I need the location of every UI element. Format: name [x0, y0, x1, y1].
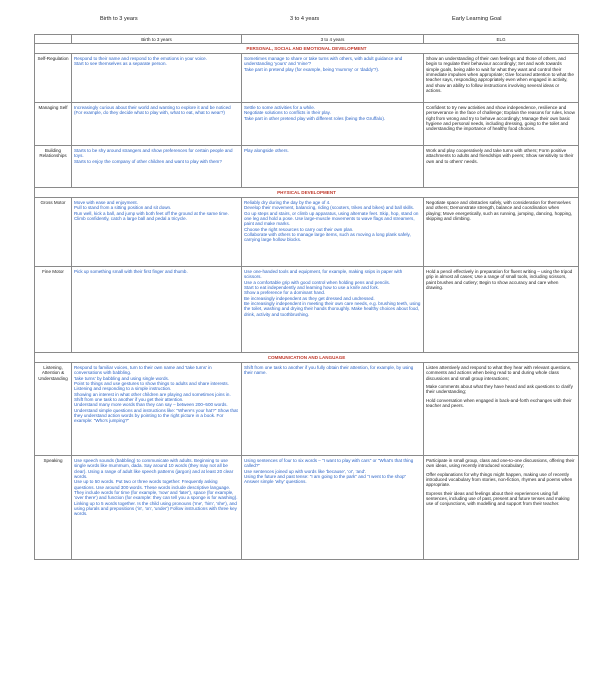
statement-text: Express their ideas and feelings about their experiences using full sentences, including use of past, present and future tenses and making use of conjunctions, with modelling and support from their teacher.: [426, 490, 570, 507]
top-header-3to4: 3 to 4 years: [290, 16, 320, 22]
statement-text: Understand many more words than they can say – between 200–500 words. Understand simple questions and instructions like: "Where's your hat?" Show that they understand action words by pointing to the right picture in a book. For example: "Who's jumping?": [74, 402, 238, 424]
statement-text: Be increasingly independent in meeting their own care needs, e.g. brushing teeth, using the toilet, washing and drying their hands thoroughly. Make healthy choices about food, drink, activity and toothbrushing.: [244, 300, 421, 317]
statement-text: Show a preference for a dominant hand.: [244, 290, 326, 296]
statement-text: Start to see themselves as a separate person.: [74, 61, 167, 67]
statement-text: Pull to stand from a sitting position and sit down.: [74, 205, 172, 211]
three-to-4-cell: [242, 267, 424, 353]
three-to-4-cell: [242, 103, 424, 146]
elg-cell: [424, 198, 579, 267]
section-header-row: [35, 188, 579, 198]
statement-text: Develop their movement, balancing, riding (scooters, trikes and bikes) and ball skills.: [244, 205, 415, 211]
statement-text: Using sentences of four to six words – "I want to play with cars" or "What's that thing called?": [244, 457, 414, 469]
statement-text: 'take turns' by babbling and using single words.: [74, 375, 170, 381]
statement-text: Take part in pretend play (for example, being 'mummy' or 'daddy'?).: [244, 66, 380, 72]
statement-text: Choose the right resources to carry out their own plan.: [244, 226, 354, 232]
statement-text: Play alongside others.: [244, 147, 289, 153]
elg-cell: [424, 103, 579, 146]
column-header-row: [35, 35, 579, 44]
statement-text: Participate in small group, class and one-to-one discussions, offering their own ideas, using recently introduced vocabulary;: [426, 457, 575, 469]
statement-text: Hold conversation when engaged in back-and-forth exchanges with their teacher and peers.: [426, 397, 572, 408]
statement-text: Start to eat independently and learning how to use a knife and fork.: [244, 284, 379, 290]
birth-to-3-cell: [72, 363, 242, 456]
birth-to-3-cell: [72, 456, 242, 560]
statement-text: Offer explanations for why things might happen, making use of recently introduced vocabulary from stories, non-fiction, rhymes and poems when appropriate.: [426, 471, 573, 488]
statement-text: Using the future and past tense: "I am going to the park" and "I went to the shop": [244, 473, 407, 479]
birth-to-3-cell: [72, 146, 242, 188]
statement-text: Listen attentively and respond to what they hear with relevant questions, comments and actions when being read to and during whole class discussions and small group interactions;: [426, 364, 572, 381]
statement-text: Shift from one task to another if you fully obtain their attention, for example, by using their name.: [244, 364, 414, 376]
section-title: COMMUNICATION AND LANGUAGE: [35, 353, 579, 363]
statement-text: Run well, kick a ball, and jump with both feet off the ground at the same time.: [74, 210, 229, 216]
statement-text: Be increasingly independent as they get dressed and undressed.: [244, 295, 375, 301]
statement-text: Starts to enjoy the company of other children and want to play with them?: [74, 158, 222, 164]
column-header-blank: [35, 35, 72, 44]
statement-text: Use one-handed tools and equipment, for example, making snips in paper with scissors.: [244, 268, 403, 280]
column-header-birth: Birth to 3 years: [72, 35, 242, 44]
statement-text: Hold a pencil effectively in preparation for fluent writing – using the tripod grip in almost all cases; Use a range of small tools, including scissors, paint brushes and cutlery; Begin to show accuracy and care when drawing.: [426, 268, 573, 290]
area-label: Listening, Attention & Understanding: [35, 363, 72, 456]
statement-text: Move with ease and enjoyment.: [74, 199, 138, 205]
elg-cell: [424, 363, 579, 456]
area-row: [35, 54, 579, 103]
area-row: [35, 363, 579, 456]
section-header-row: [35, 353, 579, 363]
three-to-4-cell: [242, 363, 424, 456]
three-to-4-cell: [242, 54, 424, 103]
curriculum-table-body: [35, 35, 579, 560]
elg-cell: [424, 146, 579, 188]
birth-to-3-cell: [72, 103, 242, 146]
statement-text: Starts to be shy around strangers and show preferences for certain people and toys.: [74, 147, 233, 159]
statement-text: Use up to 50 words. Put two or three words together: Frequently asking questions. Use around 300 words. These words include descriptive language. They include words for time (for example, 'now' and 'later'), space (for example, 'over there') and function (for example: they can tell you a sponge is for washing). Linking up to 5 words together. Is the child using pronouns ('me', 'him', 'she'), and using plurals and prepositions ('in', 'on', 'under') Follow instructions with three key words.: [74, 479, 238, 517]
statement-text: Climb confidently, catch a large ball and pedal a tricycle.: [74, 215, 187, 221]
statement-text: Work and play cooperatively and take turns with others; Form positive attachments to adults and friendships with peers; Show sensitivity to their own and to others' needs.: [426, 147, 574, 164]
statement-text: Show an understanding of their own feelings and those of others, and begin to regulate their behaviour accordingly; Set and work towards simple goals, being able to wait for what they want and control their immediate impulses when appropriate; Give focused attention to what the teacher says, responding appropriately even when engaged in activity, and show an ability to follow instructions involving several ideas or actions.: [426, 55, 574, 93]
statement-text: Go up steps and stairs, or climb up apparatus, using alternate feet. Skip, hop, stand on one leg and hold a pose. Use large-muscle movements to wave flags and streamers, paint and make marks.: [244, 210, 419, 227]
birth-to-3-cell: [72, 267, 242, 353]
statement-text: Pick up something small with their first finger and thumb.: [74, 268, 188, 274]
area-label: Gross Motor: [35, 198, 72, 267]
section-title: PHYSICAL DEVELOPMENT: [35, 188, 579, 198]
area-label: Managing Self: [35, 103, 72, 146]
statement-text: Use a comfortable grip with good control when holding pens and pencils.: [244, 279, 391, 285]
area-row: [35, 456, 579, 560]
statement-text: Showing an interest in what other children are playing and sometimes joins in. Shift from one task to another if you get their attention.: [74, 391, 231, 402]
curriculum-table: [34, 34, 579, 560]
top-header-row: [0, 16, 592, 26]
top-header-elg: Early Learning Goal: [452, 16, 502, 22]
three-to-4-cell: [242, 198, 424, 267]
elg-cell: [424, 54, 579, 103]
column-header-elg: ELG: [424, 35, 579, 44]
column-header-3to4: 3 to 4 years: [242, 35, 424, 44]
elg-cell: [424, 456, 579, 560]
statement-text: Listening and responding to a simple instruction.: [74, 386, 172, 392]
area-label: Building Relationships: [35, 146, 72, 188]
birth-to-3-cell: [72, 54, 242, 103]
area-label: Speaking: [35, 456, 72, 560]
statement-text: Reliably dry during the day by the age of 4.: [244, 199, 331, 205]
statement-text: Take part in other pretend play with different roles (being the Gruffalo).: [244, 115, 386, 121]
statement-text: Settle to some activities for a while.: [244, 104, 316, 110]
area-row: [35, 198, 579, 267]
three-to-4-cell: [242, 456, 424, 560]
statement-text: Use speech sounds (babbling) to communicate with adults. Beginning to use single words like mummum, dada. Say around 10 words (they may not all be clear). Using a range of adult like speech patterns (jargon) and at least 20 clear words.: [74, 457, 234, 479]
top-header-birth: Birth to 3 years: [100, 16, 138, 22]
elg-cell: [424, 267, 579, 353]
section-header-row: [35, 44, 579, 54]
statement-text: Make comments about what they have heard and ask questions to clarify their understanding;: [426, 383, 573, 395]
area-label: Fine Motor: [35, 267, 72, 353]
birth-to-3-cell: [72, 198, 242, 267]
statement-text: Point to things and use gestures to show things to adults and share interests.: [74, 380, 229, 386]
area-row: [35, 103, 579, 146]
area-label: Self-Regulation: [35, 54, 72, 103]
statement-text: Answer simple 'why' questions.: [244, 479, 307, 485]
statement-text: Respond to familiar voices, turn to their own name and 'take turns' in conversations with babbling.: [74, 364, 212, 376]
statement-text: Increasingly curious about their world and wanting to explore it and be noticed (For example, do they decide what to play with, what to eat, what to wear?): [74, 104, 231, 116]
section-title: PERSONAL, SOCIAL AND EMOTIONAL DEVELOPMENT: [35, 44, 579, 54]
statement-text: Respond to their name and respond to the emotions in your voice.: [74, 55, 207, 61]
three-to-4-cell: [242, 146, 424, 188]
statement-text: Negotiate space and obstacles safely, with consideration for themselves and others; Demonstrate strength, balance and coordination when playing; Move energetically, such as running, jumping, dancing, hopping, skipping and climbing.: [426, 199, 573, 221]
area-row: [35, 267, 579, 353]
statement-text: Use sentences joined up with words like 'because', 'or', 'and'.: [244, 468, 367, 474]
area-row: [35, 146, 579, 188]
statement-text: Negotiate solutions to conflicts in their play.: [244, 110, 331, 116]
statement-text: Sometimes manage to share or take turns with others, with adult guidance and understanding 'yours' and 'mine'?: [244, 55, 403, 67]
statement-text: Confident to try new activities and show independence, resilience and perseverance in the face of challenge; Explain the reasons for rules, know right from wrong and try to behave accordingly; Manage their own basic hygiene and personal needs, including dressing, going to the toilet and understanding the importance of healthy food choices.: [426, 104, 575, 132]
statement-text: Collaborate with others to manage large items, such as moving a long plank safely, carrying large hollow blocks.: [244, 231, 411, 243]
